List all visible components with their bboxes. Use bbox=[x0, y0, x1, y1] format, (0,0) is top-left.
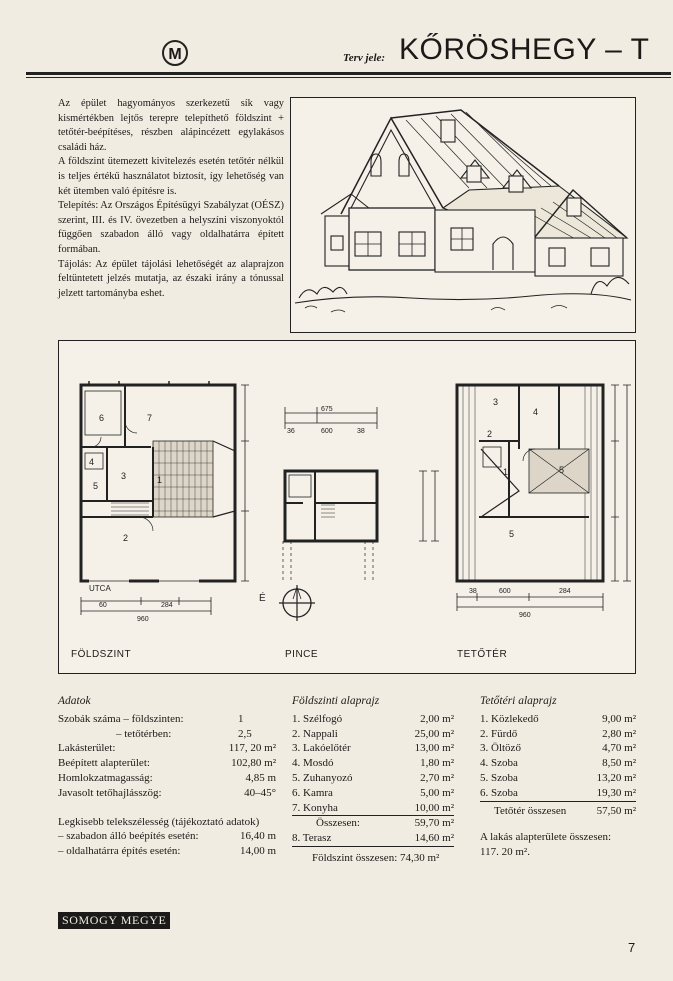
street-label: UTCA bbox=[89, 584, 111, 593]
attic-plan bbox=[457, 385, 631, 611]
floor-plans-drawing bbox=[59, 341, 634, 672]
north-label: É bbox=[259, 593, 266, 604]
sum-row: Összesen: 59,70 m² bbox=[316, 817, 454, 830]
room-number: 1 bbox=[157, 475, 163, 485]
dimension: 960 bbox=[137, 616, 149, 623]
room-number: 5 bbox=[509, 529, 515, 539]
header-rule-thick bbox=[26, 72, 671, 75]
data-row: – szabadon álló beépítés esetén: 16,40 m bbox=[58, 830, 276, 843]
adatok-header: Adatok bbox=[58, 695, 91, 707]
ground-total: Földszint összesen: 74,30 m² bbox=[312, 851, 440, 864]
dimension: 600 bbox=[321, 428, 333, 435]
ground-floor-header: Földszinti alaprajz bbox=[292, 695, 380, 707]
dimension: 38 bbox=[469, 588, 477, 595]
ground-floor-areas bbox=[292, 694, 454, 866]
intro-text bbox=[58, 97, 284, 301]
data-row: – tetőtérben: 2,5 bbox=[116, 727, 252, 740]
floor-plans-panel bbox=[58, 340, 636, 674]
data-row: Javasolt tetőhajlásszög: 40–45° bbox=[58, 786, 276, 799]
room-number: 7 bbox=[147, 413, 153, 423]
dimension: 60 bbox=[99, 602, 107, 609]
intro-paragraph: Telepítés: Az Országos Építésügyi Szabályzat (OÉSZ) szerint, III. és IV. övezetben a helyszíni viszonyoktól függően szabadon álló vagy oldalhatárra épített formában. bbox=[58, 200, 284, 255]
area-row: 2. Fürdő 2,80 m² bbox=[480, 727, 636, 740]
dimension: 284 bbox=[559, 588, 571, 595]
house-illustration bbox=[290, 97, 636, 333]
room-number: 3 bbox=[493, 397, 499, 407]
ground-floor-label: FÖLDSZINT bbox=[71, 649, 132, 660]
area-row: 7. Konyha 10,00 m² bbox=[292, 801, 454, 817]
room-number: 6 bbox=[99, 413, 105, 423]
intro-paragraph: Az épület hagyományos szerkezetű sík vagy kismértékben lejtős terepre telepíthető földszint + tetőtér-beépítéses, részben alápincézett egylakásos családi ház. bbox=[58, 98, 284, 153]
room-number: 5 bbox=[93, 481, 99, 491]
area-row: 1. Szélfogó 2,00 m² bbox=[292, 712, 454, 725]
area-row: 1. Közlekedő 9,00 m² bbox=[480, 712, 636, 725]
terrace-row: 8. Terasz 14,60 m² bbox=[292, 831, 454, 847]
area-row: 5. Zuhanyozó 2,70 m² bbox=[292, 771, 454, 784]
area-row: 2. Nappali 25,00 m² bbox=[292, 727, 454, 740]
data-row: – oldalhatárra építés esetén: 14,00 m bbox=[58, 845, 276, 858]
data-row: Homlokzatmagasság: 4,85 m bbox=[58, 771, 276, 784]
ground-floor-plan bbox=[81, 381, 249, 615]
attic-header: Tetőtéri alaprajz bbox=[480, 695, 557, 707]
min-width-heading: Legkisebb telekszélesség (tájékoztató adatok) bbox=[58, 815, 260, 828]
design-label: Terv jele: bbox=[343, 52, 386, 64]
dimension: 38 bbox=[357, 428, 365, 435]
dimension: 960 bbox=[519, 612, 531, 619]
county-tag: SOMOGY MEGYE bbox=[58, 912, 170, 929]
attic-label: TETŐTÉR bbox=[457, 649, 508, 660]
basement-label: PINCE bbox=[285, 649, 319, 660]
page-number: 7 bbox=[628, 940, 636, 955]
room-number: 5 bbox=[559, 465, 565, 475]
attic-areas bbox=[480, 694, 636, 860]
adatok-column bbox=[58, 694, 276, 859]
area-row: 3. Lakóelőtér 13,00 m² bbox=[292, 742, 454, 755]
intro-paragraph: A földszint ütemezett kivitelezés esetén tetőtér nélkül is teljes értékű használatot biztosít, így lehetőség van két ütemben való építésre is. bbox=[58, 156, 284, 197]
page-title: KŐRÖSHEGY – T bbox=[399, 33, 650, 66]
attic-total-row: Tetőtér összesen 57,50 m² bbox=[494, 804, 636, 817]
room-number: 2 bbox=[123, 533, 129, 543]
area-row: 3. Öltöző 4,70 m² bbox=[480, 742, 636, 755]
area-row: 6. Kamra 5,00 m² bbox=[292, 786, 454, 799]
area-row: 4. Szoba 8,50 m² bbox=[480, 757, 636, 770]
dimension: 36 bbox=[287, 428, 295, 435]
area-row: 4. Mosdó 1,80 m² bbox=[292, 757, 454, 770]
dimension: 675 bbox=[321, 406, 333, 413]
dimension: 284 bbox=[161, 602, 173, 609]
room-number: 1 bbox=[503, 467, 509, 477]
dwelling-area-label: A lakás alapterülete összesen: bbox=[480, 831, 612, 844]
house-drawing bbox=[291, 98, 634, 331]
dimension: 600 bbox=[499, 588, 511, 595]
room-number: 2 bbox=[487, 429, 493, 439]
room-number: 4 bbox=[89, 457, 95, 467]
basement-plan bbox=[279, 407, 439, 621]
publisher-logo: M bbox=[162, 40, 188, 66]
area-row: 5. Szoba 13,20 m² bbox=[480, 771, 636, 784]
room-number: 4 bbox=[533, 407, 539, 417]
data-row: Szobák száma – földszinten: 1 bbox=[58, 712, 244, 725]
header-rule-thin bbox=[26, 77, 671, 78]
room-number: 3 bbox=[121, 471, 127, 481]
area-row: 6. Szoba 19,30 m² bbox=[480, 786, 636, 802]
data-row: Lakásterület: 117, 20 m² bbox=[58, 742, 276, 755]
intro-paragraph: Tájolás: Az épület tájolási lehetőségét az alaprajzon feltüntetett jelzés mutatja, az északi irány a tónussal jelzett tartományba eshet. bbox=[58, 258, 284, 299]
dwelling-area-value: 117. 20 m². bbox=[480, 846, 530, 859]
data-row: Beépített alapterület: 102,80 m² bbox=[58, 757, 276, 770]
